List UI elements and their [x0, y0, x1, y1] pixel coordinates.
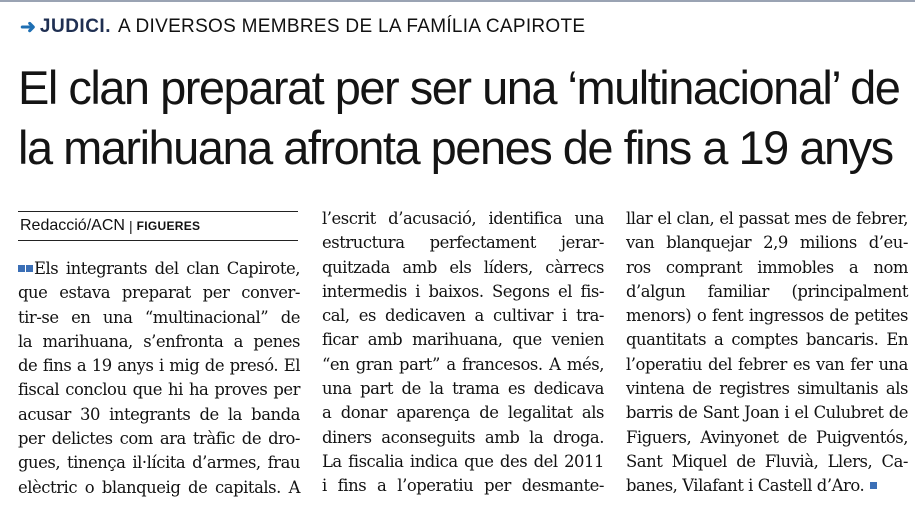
article-line: acusar 30 integrants de la banda	[18, 404, 300, 424]
kicker-section: JUDICI.	[39, 16, 111, 37]
article-line: “en gran part” a francesos. A més,	[322, 354, 604, 374]
article-line: a donar aparença de legalitat als	[322, 403, 604, 423]
article-line: menors) o fent ingressos de petites	[626, 306, 908, 326]
kicker-topic: A DIVERSOS MEMBRES DE LA FAMÍLIA CAPIROTE	[118, 16, 586, 37]
article-line: ficar amb marihuana, que venien	[322, 330, 604, 350]
byline-place: FIGUERES	[136, 219, 201, 233]
article-line: van blanquejar 2,9 milions d’eu-	[626, 233, 908, 253]
arrow-right-icon: ➜	[20, 16, 36, 38]
article-column-2	[322, 207, 604, 499]
article-column-1	[18, 257, 300, 500]
byline-top-rule	[18, 211, 298, 212]
article-line: que estava preparat per conver-	[18, 283, 300, 303]
article-line: quitzada amb els líders, càrrecs	[322, 257, 604, 277]
article-line: barris de Sant Joan i el Culubret de	[626, 403, 908, 423]
article-column-3	[626, 207, 908, 499]
article-line: llar el clan, el passat mes de febrer,	[626, 209, 908, 228]
article-line: i fins a l’operatiu per desmante-	[322, 476, 604, 496]
byline-bottom-rule	[18, 240, 298, 241]
article-line: estructura perfectament jerar-	[322, 233, 604, 253]
article-line: tir-se en una “multinacional” de	[18, 307, 300, 327]
headline	[18, 58, 913, 178]
article-line: l’operatiu del febrer es van fer una	[626, 354, 908, 374]
article-line: La fiscalia indica que des del 2011	[322, 451, 604, 471]
article-line: elèctric o blanqueig de capitals. A	[18, 477, 300, 497]
headline-line-1: El clan preparat per ser una ‘multinacional’ de	[18, 61, 900, 114]
top-divider	[0, 0, 915, 2]
article-line: l’escrit d’acusació, identifica una	[322, 209, 604, 228]
headline-line-2: la marihuana afronta penes de fins a 19 anys	[18, 121, 893, 174]
byline-author: Redacció/ACN	[20, 217, 125, 234]
bullet-square-icon	[18, 265, 25, 272]
byline	[20, 215, 200, 237]
end-mark-square-icon	[870, 482, 877, 489]
byline-separator: |	[128, 218, 133, 234]
article-line: Sant Miquel de Fluvià, Llers, Ca-	[626, 451, 908, 471]
article-line: una part de la trama es dedicava	[322, 379, 604, 399]
article-line: vintena de registres simultanis als	[626, 379, 908, 399]
article-line: per delictes com ara tràfic de dro-	[18, 429, 300, 449]
article-line: cal, es dedicaven a cultivar i tra-	[322, 306, 604, 326]
article-line: de fins a 19 anys i mig de presó. El	[18, 356, 300, 376]
article-line: Els integrants del clan Capirote,	[18, 257, 300, 281]
article-line-last: banes, Vilafant i Castell d’Aro.	[626, 474, 908, 498]
article-line: Figuers, Avinyonet de Puigventós,	[626, 427, 908, 447]
article-line: quantitats a comptes bancaris. En	[626, 330, 908, 350]
article-line: fiscal conclou que hi ha proves per	[18, 380, 300, 400]
article-line: ros comprant immobles a nom	[626, 257, 908, 277]
kicker	[20, 14, 585, 40]
bullet-square-icon	[26, 265, 33, 272]
article-line: gues, tinença il·lícita d’armes, frau	[18, 453, 300, 473]
article-line: la marihuana, s’enfronta a penes	[18, 331, 300, 351]
article-line: d’algun familiar (principalment	[626, 281, 908, 301]
article-line: intermedis i baixos. Segons el fis-	[322, 281, 604, 301]
article-line: diners aconseguits amb la droga.	[322, 427, 604, 447]
